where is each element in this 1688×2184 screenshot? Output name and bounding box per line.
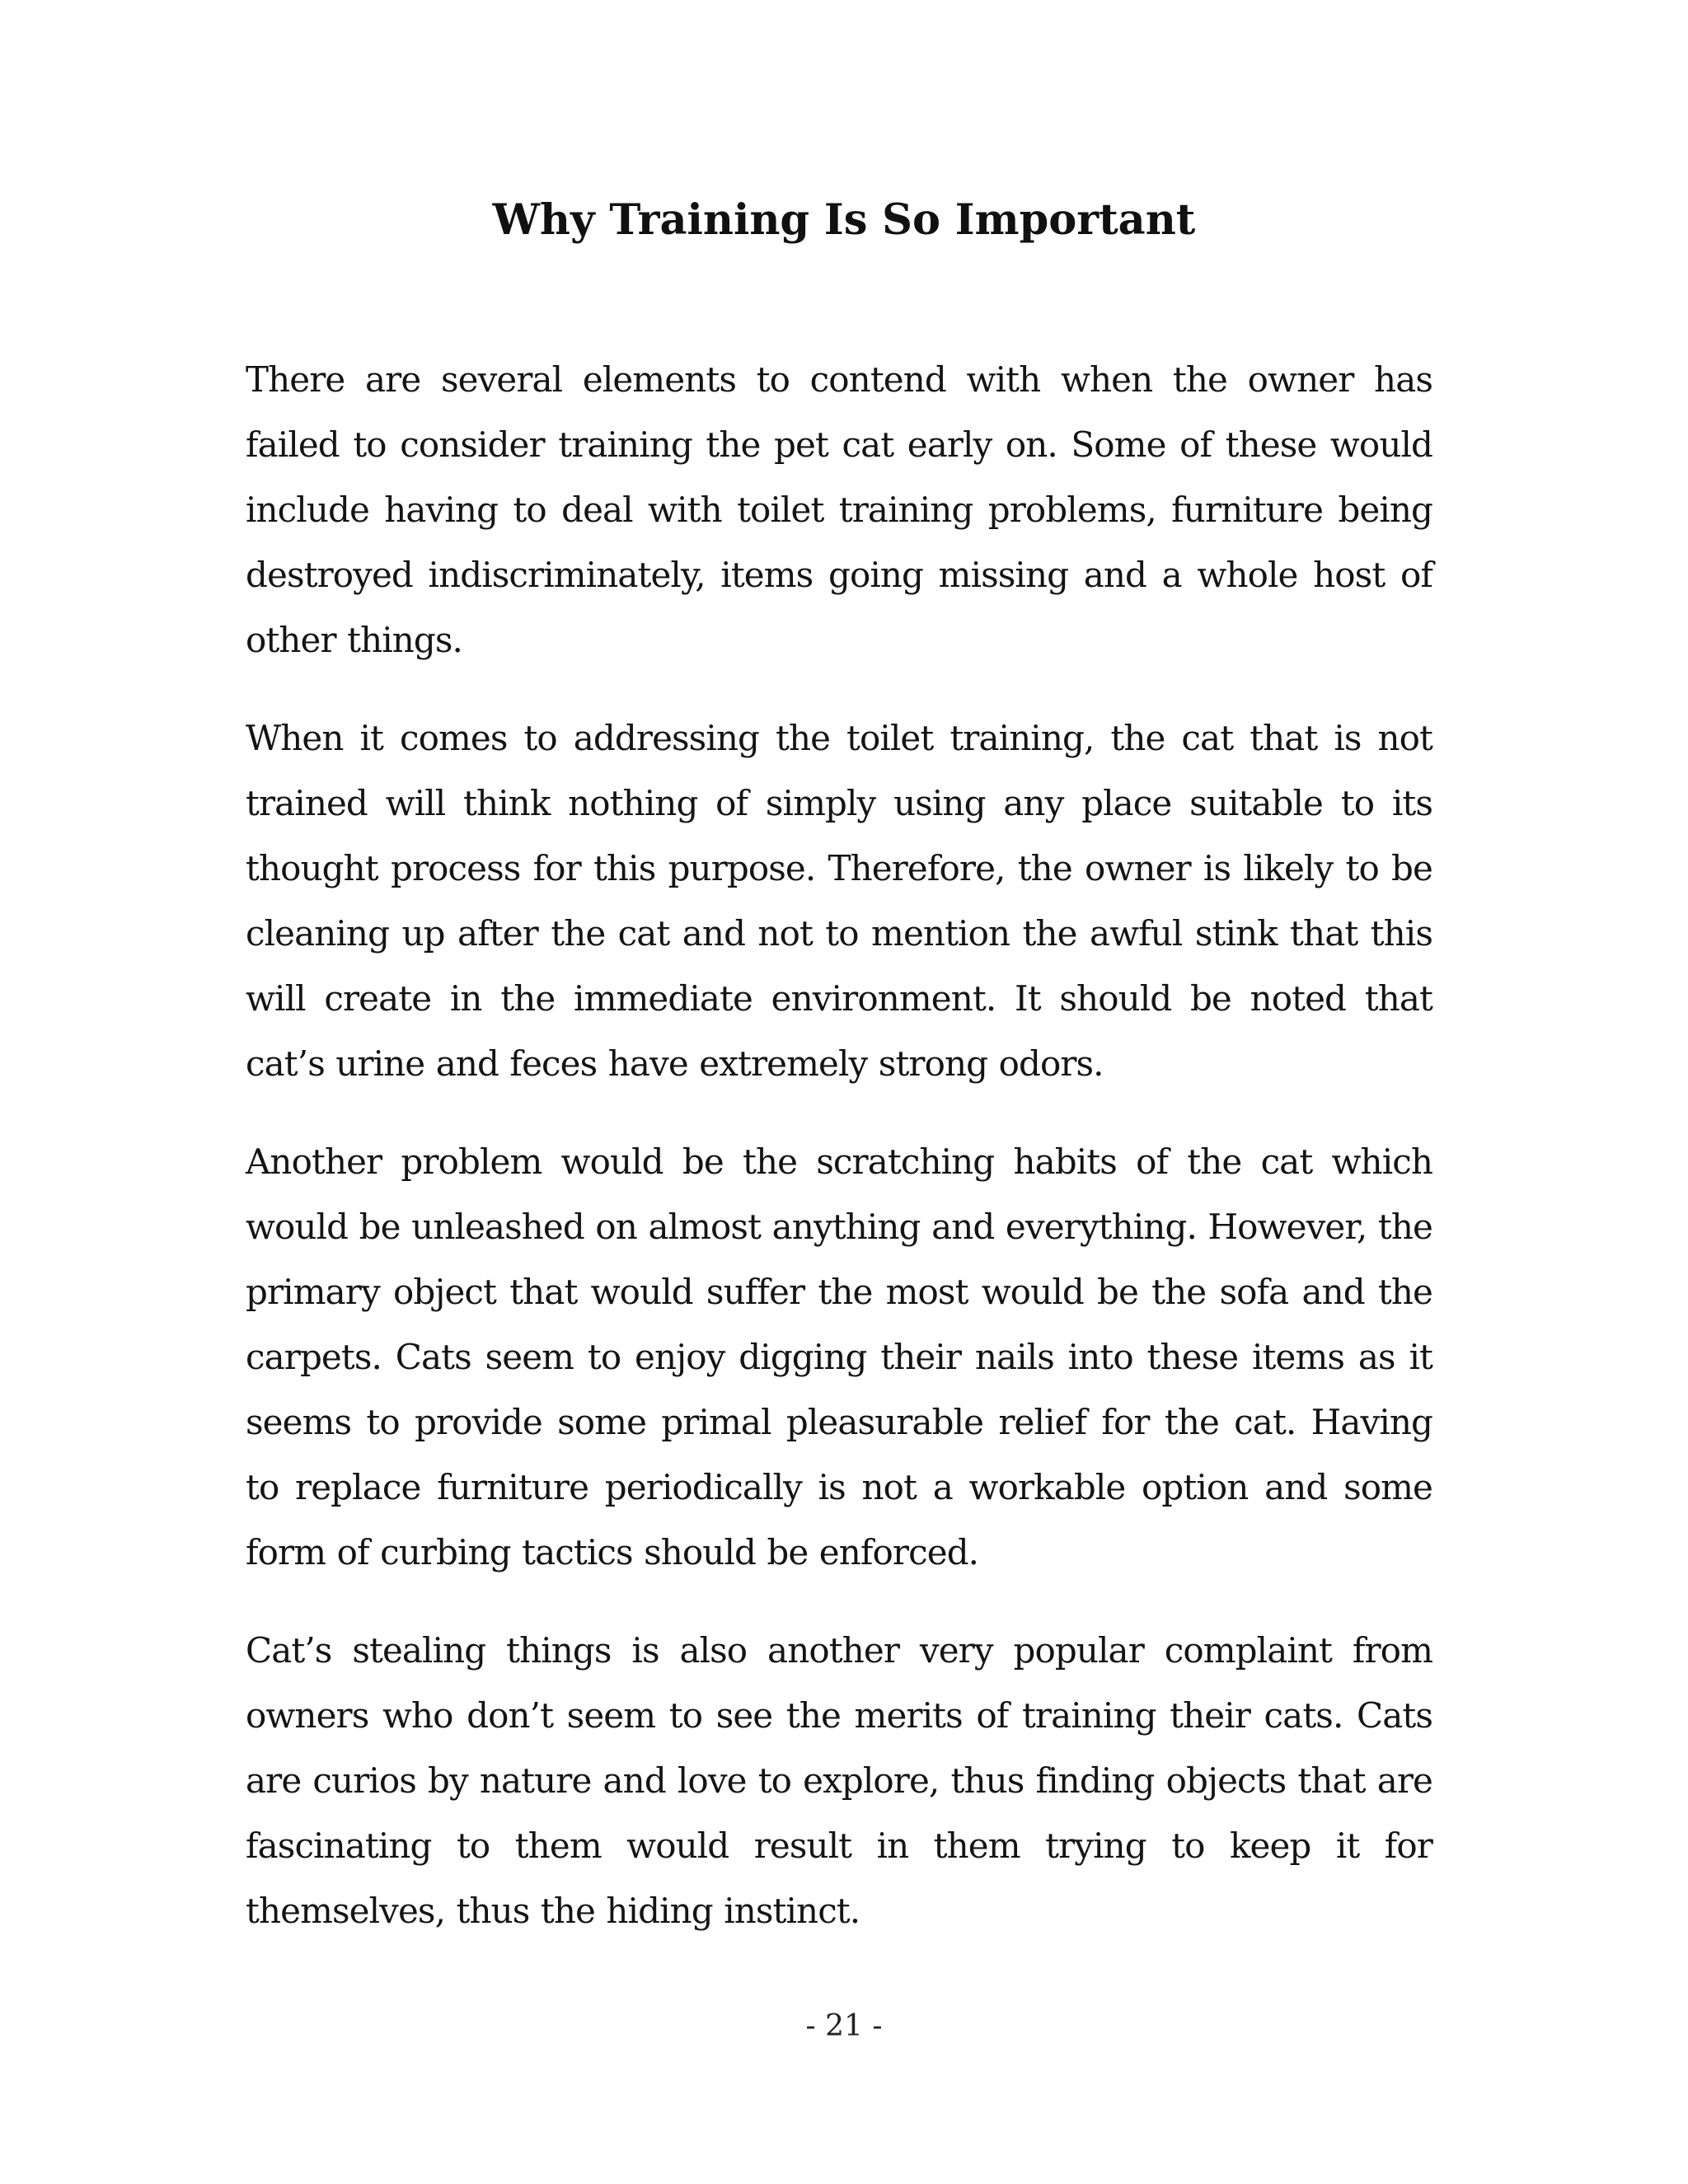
paragraph-3: Another problem would be the scratching habits of the cat which would be unleashed on almost anything and everything. However, the primary object that would suffer the most would be the sofa and the carpets. Cats seem to enjoy digging their nails into these items as it seems to provide some primal pleasurable relief for the cat. Having to replace furniture periodically is not a workable option and some form of curbing tactics should be enforced. <box>246 1141 1432 1572</box>
body-text <box>246 347 1432 1976</box>
page-title: Why Training Is So Important <box>492 195 1196 245</box>
paragraph-1: There are several elements to contend with when the owner has failed to consider training the pet cat early on. Some of these would include having to deal with toilet training problems, furniture being destroyed indiscriminately, items going missing and a whole host of other things. <box>246 359 1432 660</box>
paragraph-2: When it comes to addressing the toilet training, the cat that is not trained will think nothing of simply using any place suitable to its thought process for this purpose. Therefore, the owner is likely to be cleaning up after the cat and not to mention the awful stink that this will create in the immediate environment. It should be noted that cat’s urine and feces have extremely strong odors. <box>246 718 1432 1084</box>
page-number: - 21 - <box>805 2009 883 2043</box>
paragraph-4: Cat’s stealing things is also another very popular complaint from owners who don’t seem to see the merits of training their cats. Cats are curios by nature and love to explore, thus finding objects that are fascinating to them would result in them trying to keep it for themselves, thus the hiding instinct. <box>246 1630 1432 1931</box>
